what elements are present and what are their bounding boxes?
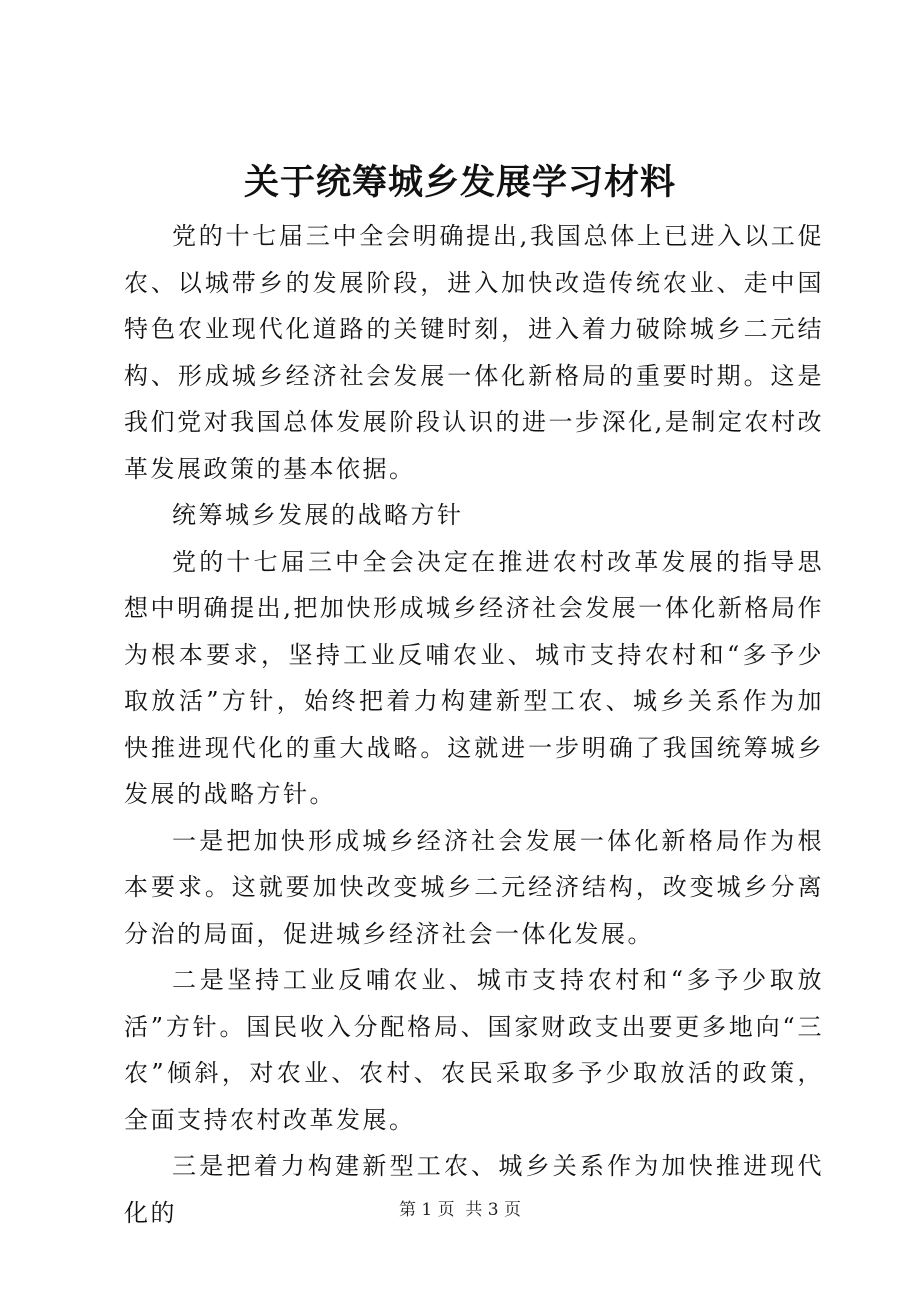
page-number-footer <box>0 1198 920 1222</box>
document-body <box>124 213 824 1236</box>
paragraph-intro: 党的十七届三中全会明确提出,我国总体上已进入以工促农、以城带乡的发展阶段，进入加快改造传统农业、走中国特色农业现代化道路的关键时刻，进入着力破除城乡二元结构、形成城乡经济社会发展一体化新格局的重要时期。这是我们党对我国总体发展阶段认识的进一步深化,是制定农村改革发展政策的基本依据。 <box>124 222 824 483</box>
page-number-label: 第 1 页 共 3 页 <box>398 1200 522 1220</box>
document-title: 关于统筹城乡发展学习材料 <box>243 162 676 203</box>
section-heading: 统筹城乡发展的战略方针 <box>172 501 464 529</box>
paragraph-point-one: 一是把加快形成城乡经济社会发展一体化新格局作为根本要求。这就要加快改变城乡二元经济结构，改变城乡分离分治的局面，促进城乡经济社会一体化发展。 <box>124 826 824 948</box>
paragraph-point-three: 三是把着力构建新型工农、城乡关系作为加快推进现代化的 <box>124 1152 824 1227</box>
paragraph-strategy: 党的十七届三中全会决定在推进农村改革发展的指导思想中明确提出,把加快形成城乡经济社会发展一体化新格局作为根本要求，坚持工业反哺农业、城市支持农村和“多予少取放活”方针，始终把着力构建新型工农、城乡关系作为加快推进现代化的重大战略。这就进一步明确了我国统筹城乡发展的战略方针。 <box>124 547 824 808</box>
paragraph-point-two: 二是坚持工业反哺农业、城市支持农村和“多予少取放活”方针。国民收入分配格局、国家财政支出要更多地向“三农”倾斜，对农业、农村、农民采取多予少取放活的政策，全面支持农村改革发展。 <box>124 966 824 1134</box>
